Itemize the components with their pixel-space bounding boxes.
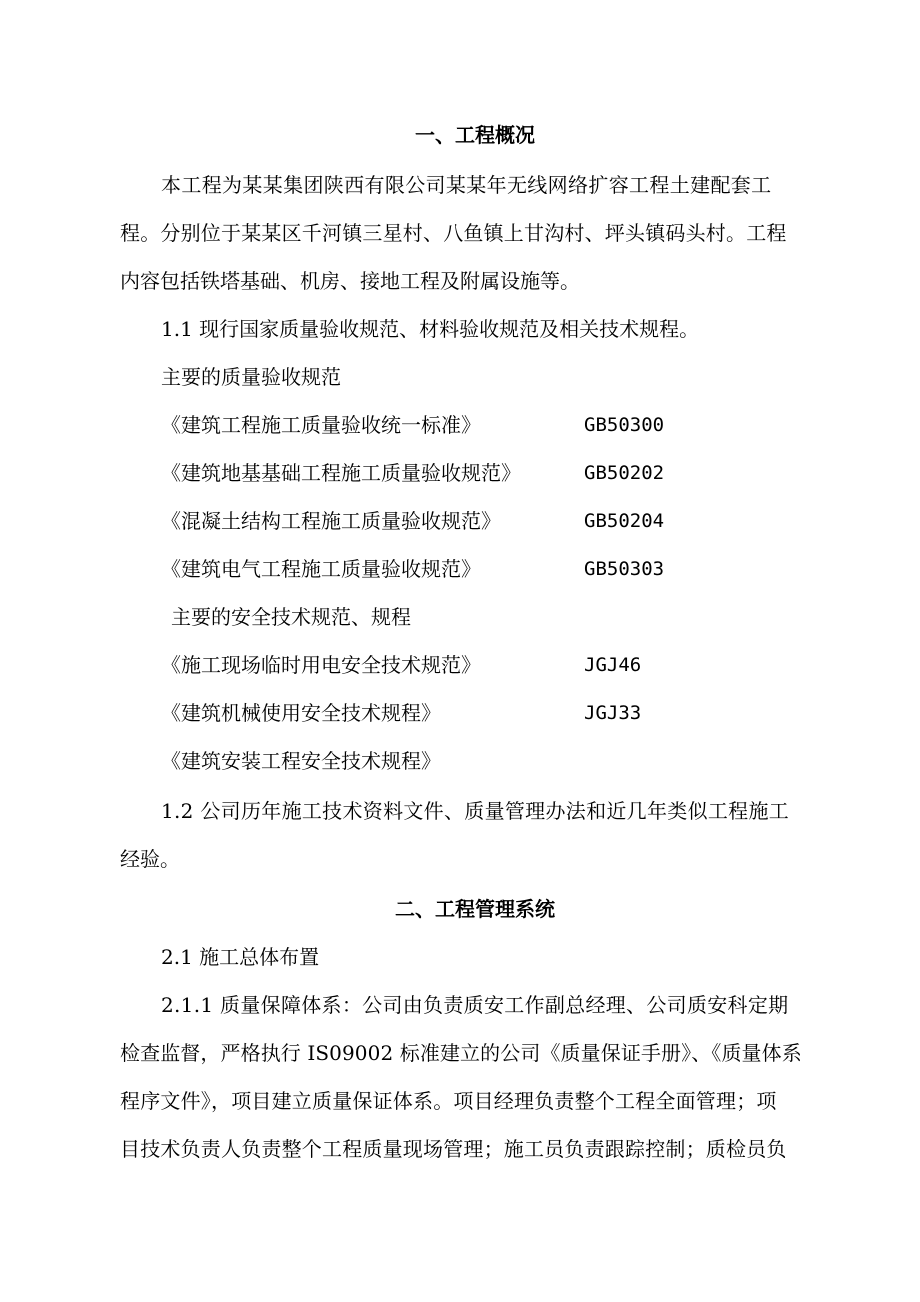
item-2-1-1-line-2: 检查监督，严格执行 IS09002 标准建立的公司《质量保证手册》、《质量体系 xyxy=(120,1041,802,1065)
item-2-1-1-line-3: 程序文件》，项目建立质量保证体系。项目经理负责整个工程全面管理；项 xyxy=(120,1089,777,1113)
standard-code: GB50300 xyxy=(584,414,665,436)
item-1-1: 1.1 现行国家质量验收规范、材料验收规范及相关技术规程。 xyxy=(161,317,700,341)
section-1-heading: 一、工程概况 xyxy=(415,123,535,147)
standard-title: 《建筑地基基础工程施工质量验收规范》 xyxy=(161,461,521,485)
standard-title: 《施工现场临时用电安全技术规范》 xyxy=(161,653,481,677)
intro-line-3: 内容包括铁塔基础、机房、接地工程及附属设施等。 xyxy=(120,269,580,293)
item-2-1-1-line-1: 2.1.1 质量保障体系：公司由负责质安工作副总经理、公司质安科定期 xyxy=(161,993,789,1017)
item-2-1-1-line-4: 目技术负责人负责整个工程质量现场管理；施工员负责跟踪控制；质检员负 xyxy=(120,1137,787,1161)
intro-line-1: 本工程为某某集团陕西有限公司某某年无线网络扩容工程土建配套工 xyxy=(161,173,772,197)
item-2-1: 2.1 施工总体布置 xyxy=(161,945,320,969)
standard-code: GB50202 xyxy=(584,462,665,484)
standard-code: JGJ46 xyxy=(584,654,642,676)
standard-title: 《建筑电气工程施工质量验收规范》 xyxy=(161,557,481,581)
safety-standards-subtitle: 主要的安全技术规范、规程 xyxy=(171,605,411,629)
quality-standards-subtitle: 主要的质量验收规范 xyxy=(161,365,341,389)
standard-code: JGJ33 xyxy=(584,702,642,724)
standard-title: 《混凝土结构工程施工质量验收规范》 xyxy=(161,509,501,533)
item-1-2-line-2: 经验。 xyxy=(120,847,180,871)
standard-code: GB50204 xyxy=(584,510,665,532)
standard-title: 《建筑工程施工质量验收统一标准》 xyxy=(161,413,481,437)
standard-title: 《建筑安装工程安全技术规程》 xyxy=(161,749,441,773)
standard-code: GB50303 xyxy=(584,558,665,580)
section-2-heading: 二、工程管理系统 xyxy=(395,897,555,921)
intro-line-2: 程。分别位于某某区千河镇三星村、八鱼镇上甘沟村、坪头镇码头村。工程 xyxy=(120,221,787,245)
item-1-2-line-1: 1.2 公司历年施工技术资料文件、质量管理办法和近几年类似工程施工 xyxy=(161,799,790,823)
standard-title: 《建筑机械使用安全技术规程》 xyxy=(161,701,441,725)
